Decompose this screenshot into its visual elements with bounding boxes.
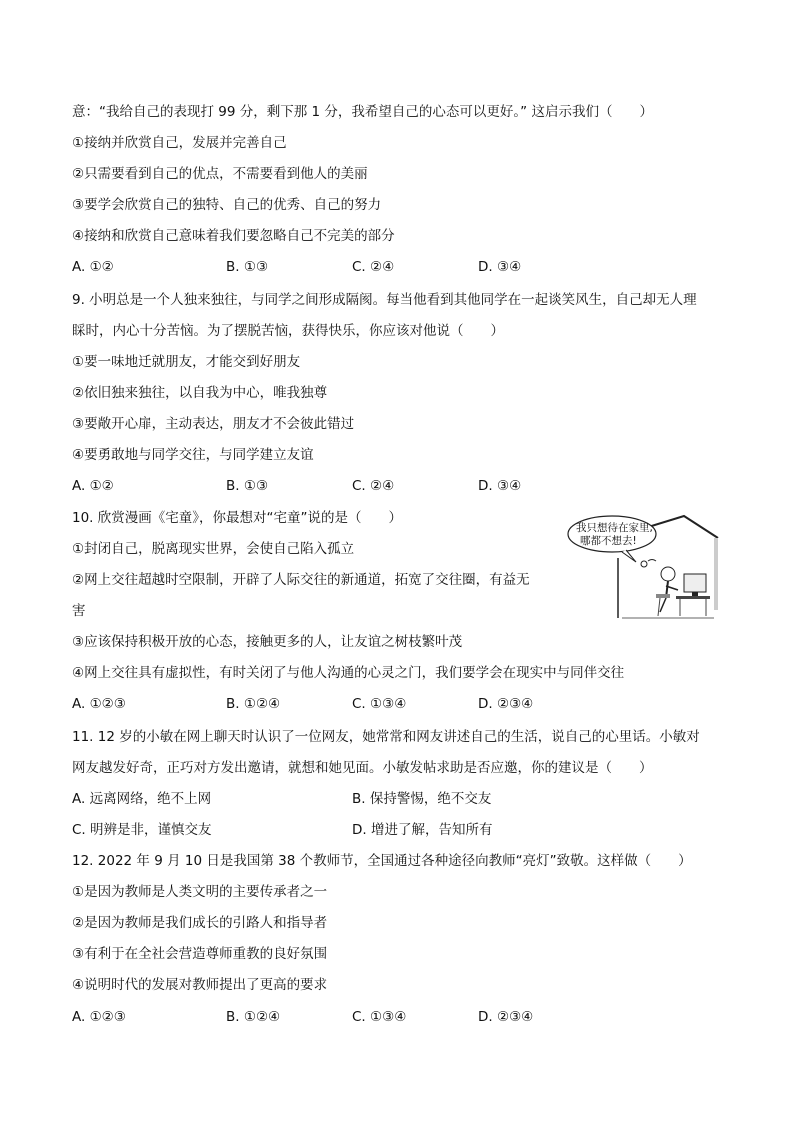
comic-illustration: [566, 512, 726, 622]
house-wall-shade: [714, 538, 718, 610]
q8-option-b: B. ①③: [226, 259, 269, 275]
q9-stem-line-1: 9. 小明总是一个人独来独往，与同学之间形成隔阂。每当他看到其他同学在一起谈笑风生，自己却无人理: [72, 292, 697, 308]
q10-item-1: ①封闭自己，脱离现实世界，会使自己陷入孤立: [72, 541, 355, 557]
q11-stem-line-2: 网友越发好奇，正巧对方发出邀请，就想和她见面。小敏发帖求助是否应邀，你的建议是（ ）: [72, 760, 653, 776]
q12-option-a: A. ①②③: [72, 1009, 126, 1025]
q9-item-3: ③要敞开心扉，主动表达，朋友才不会彼此错过: [72, 416, 355, 432]
desk-top: [676, 596, 710, 599]
q10-item-2: ②网上交往超越时空限制，开辟了人际交往的新通道，拓宽了交往圈，有益无: [72, 572, 530, 588]
q11-option-b: B. 保持警惕，绝不交友: [352, 791, 492, 807]
q9-item-4: ④要勇敢地与同学交往，与同学建立友谊: [72, 447, 314, 463]
speech-bubble-text-1: 我只想待在家里,: [576, 522, 653, 534]
chair-leg: [658, 598, 660, 616]
q8-item-4: ④接纳和欣赏自己意味着我们要忽略自己不完美的部分: [72, 228, 395, 244]
q9-option-a: A. ①②: [72, 478, 114, 494]
comic-drawing: [566, 512, 726, 622]
q12-option-d: D. ②③④: [478, 1009, 534, 1025]
thought-mark: [641, 561, 647, 567]
q12-item-2: ②是因为教师是我们成长的引路人和指导者: [72, 915, 328, 931]
q8-stem: 意：“我给自己的表现打 99 分，剩下那 1 分，我希望自己的心态可以更好。” 这启示我们（ ）: [72, 104, 653, 120]
q8-item-1: ①接纳并欣赏自己，发展并完善自己: [72, 135, 287, 151]
computer-stand: [692, 592, 698, 596]
q12-option-b: B. ①②④: [226, 1009, 281, 1025]
q8-item-3: ③要学会欣赏自己的独特、自己的优秀、自己的努力: [72, 197, 382, 213]
q9-item-1: ①要一味地迁就朋友，才能交到好朋友: [72, 354, 301, 370]
q8-item-2: ②只需要看到自己的优点，不需要看到他人的美丽: [72, 166, 368, 182]
person-head: [661, 567, 675, 581]
q12-item-3: ③有利于在全社会营造尊师重教的良好氛围: [72, 946, 328, 962]
q12-item-4: ④说明时代的发展对教师提出了更高的要求: [72, 977, 328, 993]
q10-option-b: B. ①②④: [226, 696, 281, 712]
person-leg: [660, 598, 666, 612]
q8-option-c: C. ②④: [352, 259, 395, 275]
speech-bubble-text-2: 哪都不想去!: [580, 535, 637, 547]
q10-option-d: D. ②③④: [478, 696, 534, 712]
q9-stem-line-2: 睬时，内心十分苦恼。为了摆脱苦恼，获得快乐，你应该对他说（ ）: [72, 323, 504, 339]
q8-option-a: A. ①②: [72, 259, 114, 275]
q9-option-b: B. ①③: [226, 478, 269, 494]
q10-item-3: ③应该保持积极开放的心态，接触更多的人，让友谊之树枝繁叶茂: [72, 634, 463, 650]
chair-seat: [656, 594, 670, 598]
q9-item-2: ②依旧独来独往，以自我为中心，唯我独尊: [72, 385, 328, 401]
q10-item-2-cont: 害: [72, 603, 86, 619]
q10-option-c: C. ①③④: [352, 696, 407, 712]
speech-bubble-tail: [622, 550, 636, 562]
q9-option-d: D. ③④: [478, 478, 522, 494]
q11-option-d: D. 增进了解，告知所有: [352, 822, 493, 838]
q10-option-a: A. ①②③: [72, 696, 126, 712]
q9-option-c: C. ②④: [352, 478, 395, 494]
q10-stem: 10. 欣赏漫画《宅童》，你最想对“宅童”说的是（ ）: [72, 510, 402, 526]
q10-item-4: ④网上交往具有虚拟性，有时关闭了与他人沟通的心灵之门，我们要学会在现实中与同伴交往: [72, 665, 625, 681]
squiggle-mark: [648, 560, 656, 562]
q11-option-a: A. 远离网络，绝不上网: [72, 791, 212, 807]
q12-stem: 12. 2022 年 9 月 10 日是我国第 38 个教师节，全国通过各种途径向教师“亮灯”致敬。这样做（ ）: [72, 853, 692, 869]
q11-stem-line-1: 11. 12 岁的小敏在网上聊天时认识了一位网友，她常常和网友讲述自己的生活，说自己的心里话。小敏对: [72, 729, 700, 745]
q12-option-c: C. ①③④: [352, 1009, 407, 1025]
q11-option-c: C. 明辨是非，谨慎交友: [72, 822, 212, 838]
q8-option-d: D. ③④: [478, 259, 522, 275]
q12-item-1: ①是因为教师是人类文明的主要传承者之一: [72, 884, 328, 900]
computer-monitor: [684, 574, 706, 592]
